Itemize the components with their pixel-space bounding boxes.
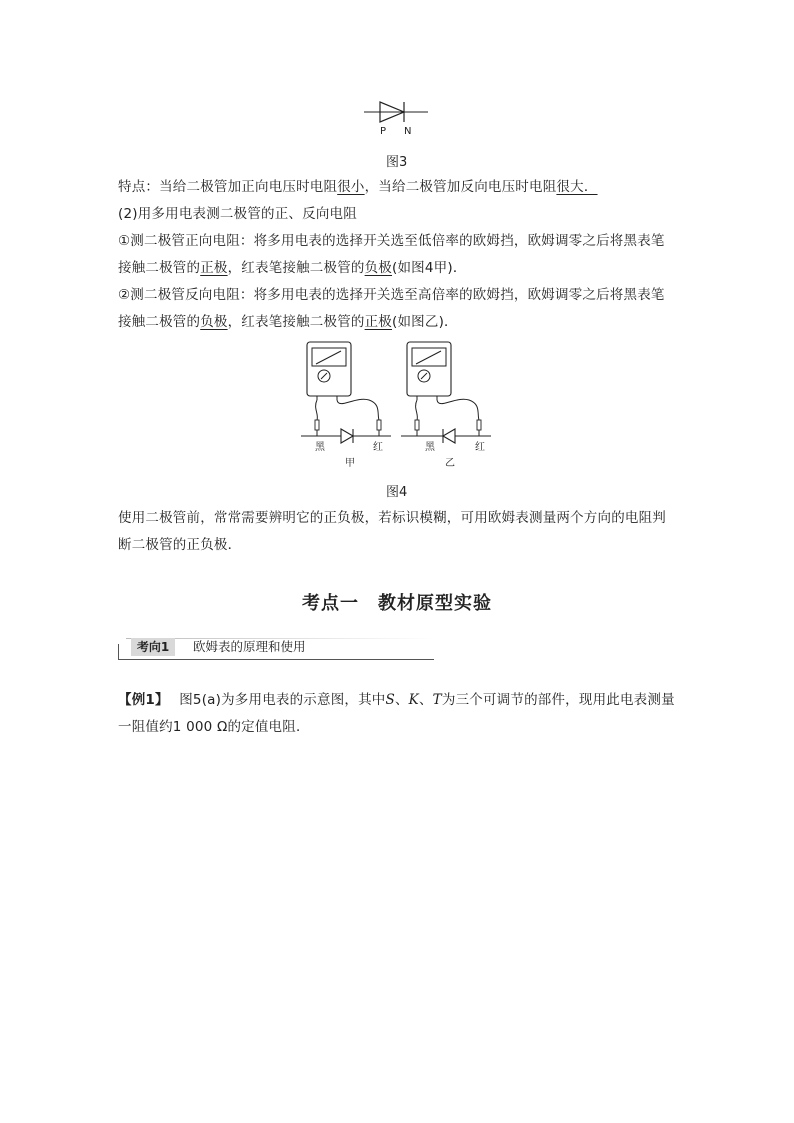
example-sep-1: 、	[394, 692, 409, 708]
reverse-l2-b: ，红表笔接触二极管的	[227, 314, 365, 330]
left-black-label: 黑	[315, 442, 325, 453]
reverse-l2-positive: 正极	[364, 314, 393, 330]
example-line-2: 一阻值约1 000 Ω的定值电阻．	[118, 719, 310, 735]
forward-line-2	[118, 258, 467, 278]
reverse-line-2	[118, 312, 458, 332]
reverse-l2-negative: 负极	[200, 314, 228, 330]
sub-label-yi: 乙	[445, 458, 455, 469]
feature-prefix: 特点：当给二极管加正向电压时电阻	[118, 179, 338, 195]
left-red-label: 红	[373, 442, 383, 453]
example-l1-a: 图5(a)为多用电表的示意图，其中	[179, 692, 386, 708]
multimeter-figure-4	[295, 338, 505, 474]
diode-label-n: N	[404, 126, 412, 137]
section2-heading: (2)用多用电表测二极管的正、反向电阻	[118, 206, 357, 222]
example-var-s: S	[385, 692, 395, 708]
figure-3-caption: 图3	[386, 155, 408, 170]
example-tag: 【例1】	[118, 692, 169, 708]
usage-line-2: 断二极管的正负极．	[118, 537, 242, 553]
reverse-line-1: ②测二极管反向电阻：将多用电表的选择开关选至高倍率的欧姆挡，欧姆调零之后将黑表笔	[118, 287, 665, 303]
forward-line-1: ①测二极管正向电阻：将多用电表的选择开关选至低倍率的欧姆挡，欧姆调零之后将黑表笔	[118, 233, 665, 249]
example-var-t: T	[432, 692, 442, 708]
section-title: 考点一 教材原型实验	[302, 593, 492, 614]
example-sep-2: 、	[418, 692, 433, 708]
example-line-1	[118, 690, 675, 710]
forward-l2-a: 接触二极管的	[118, 260, 201, 276]
diode-label-p: P	[380, 126, 387, 137]
reverse-l2-a: 接触二极管的	[118, 314, 201, 330]
multimeter-right	[401, 342, 491, 469]
diode-symbol-figure-3	[360, 98, 432, 138]
sub-label-jia: 甲	[345, 458, 355, 469]
direction-tag: 考向1	[131, 638, 175, 656]
feature-small: 很小	[337, 179, 365, 195]
example-l1-b: 为三个可调节的部件，现用此电表测量	[441, 692, 675, 708]
example-var-k: K	[408, 692, 419, 708]
forward-l2-positive: 正极	[200, 260, 228, 276]
feature-middle: ，当给二极管加反向电压时电阻	[364, 179, 557, 195]
feature-large: 很大．	[556, 179, 598, 195]
reverse-l2-c: (如图乙)．	[392, 314, 458, 330]
multimeter-left	[301, 342, 391, 469]
direction-text: 欧姆表的原理和使用	[193, 639, 306, 654]
forward-l2-negative: 负极	[364, 260, 393, 276]
right-black-label: 黑	[425, 442, 435, 453]
usage-line-1: 使用二极管前，常常需要辨明它的正负极，若标识模糊，可用欧姆表测量两个方向的电阻判	[118, 510, 666, 526]
figure-4-caption: 图4	[386, 485, 408, 500]
forward-l2-c: (如图4甲)．	[392, 260, 467, 276]
forward-l2-b: ，红表笔接触二极管的	[227, 260, 365, 276]
feature-line	[118, 177, 598, 197]
right-red-label: 红	[475, 442, 485, 453]
